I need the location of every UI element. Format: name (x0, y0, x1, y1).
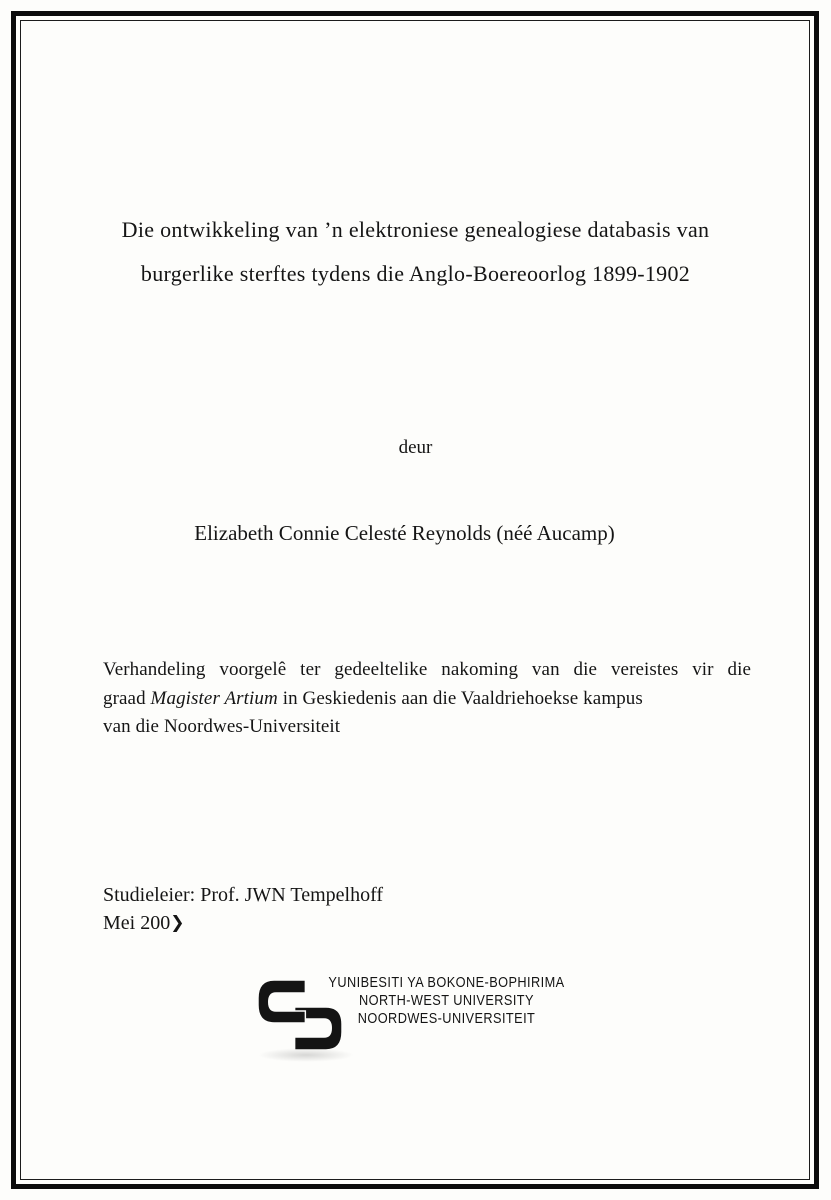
thesis-title-line1: Die ontwikkeling van ’n elektroniese genealogiese databasis van (121, 217, 710, 242)
thesis-title (45, 208, 786, 296)
logo-line-english: NORTH-WEST UNIVERSITY (359, 992, 534, 1010)
submission-line3: van die Noordwes-Universiteit (103, 716, 341, 737)
date-prefix: Mei 200 (103, 912, 171, 934)
degree-name-italic: Magister Artium (150, 687, 278, 709)
date-line (103, 912, 184, 935)
nwu-logo-text (319, 974, 574, 1029)
supervisor-line: Studieleier: Prof. JWN Tempelhoff (103, 884, 384, 906)
author-name: Elizabeth Connie Celesté Reynolds (néé Aucamp) (194, 521, 615, 545)
submission-line2-before: graad (103, 687, 151, 709)
submission-line1: Verhandeling voorgelê ter gedeeltelike nakoming van die vereistes vir die (103, 659, 751, 680)
byline-deur: deur (398, 437, 433, 458)
submission-line2-after: in Geskiedenis aan die Vaaldriehoekse kampus (277, 687, 643, 709)
scan-smudge (258, 1048, 354, 1062)
logo-line-afrikaans: NOORDWES-UNIVERSITEIT (357, 1010, 536, 1028)
date-seven-glyph: ❯ (170, 913, 185, 933)
logo-line-setswana: YUNIBESITI YA BOKONE-BOPHIRIMA (328, 974, 565, 991)
thesis-title-line2: burgerlike sterftes tydens die Anglo-Boereoorlog 1899-1902 (140, 261, 691, 286)
submission-statement (103, 656, 751, 742)
submission-line2 (103, 685, 751, 714)
